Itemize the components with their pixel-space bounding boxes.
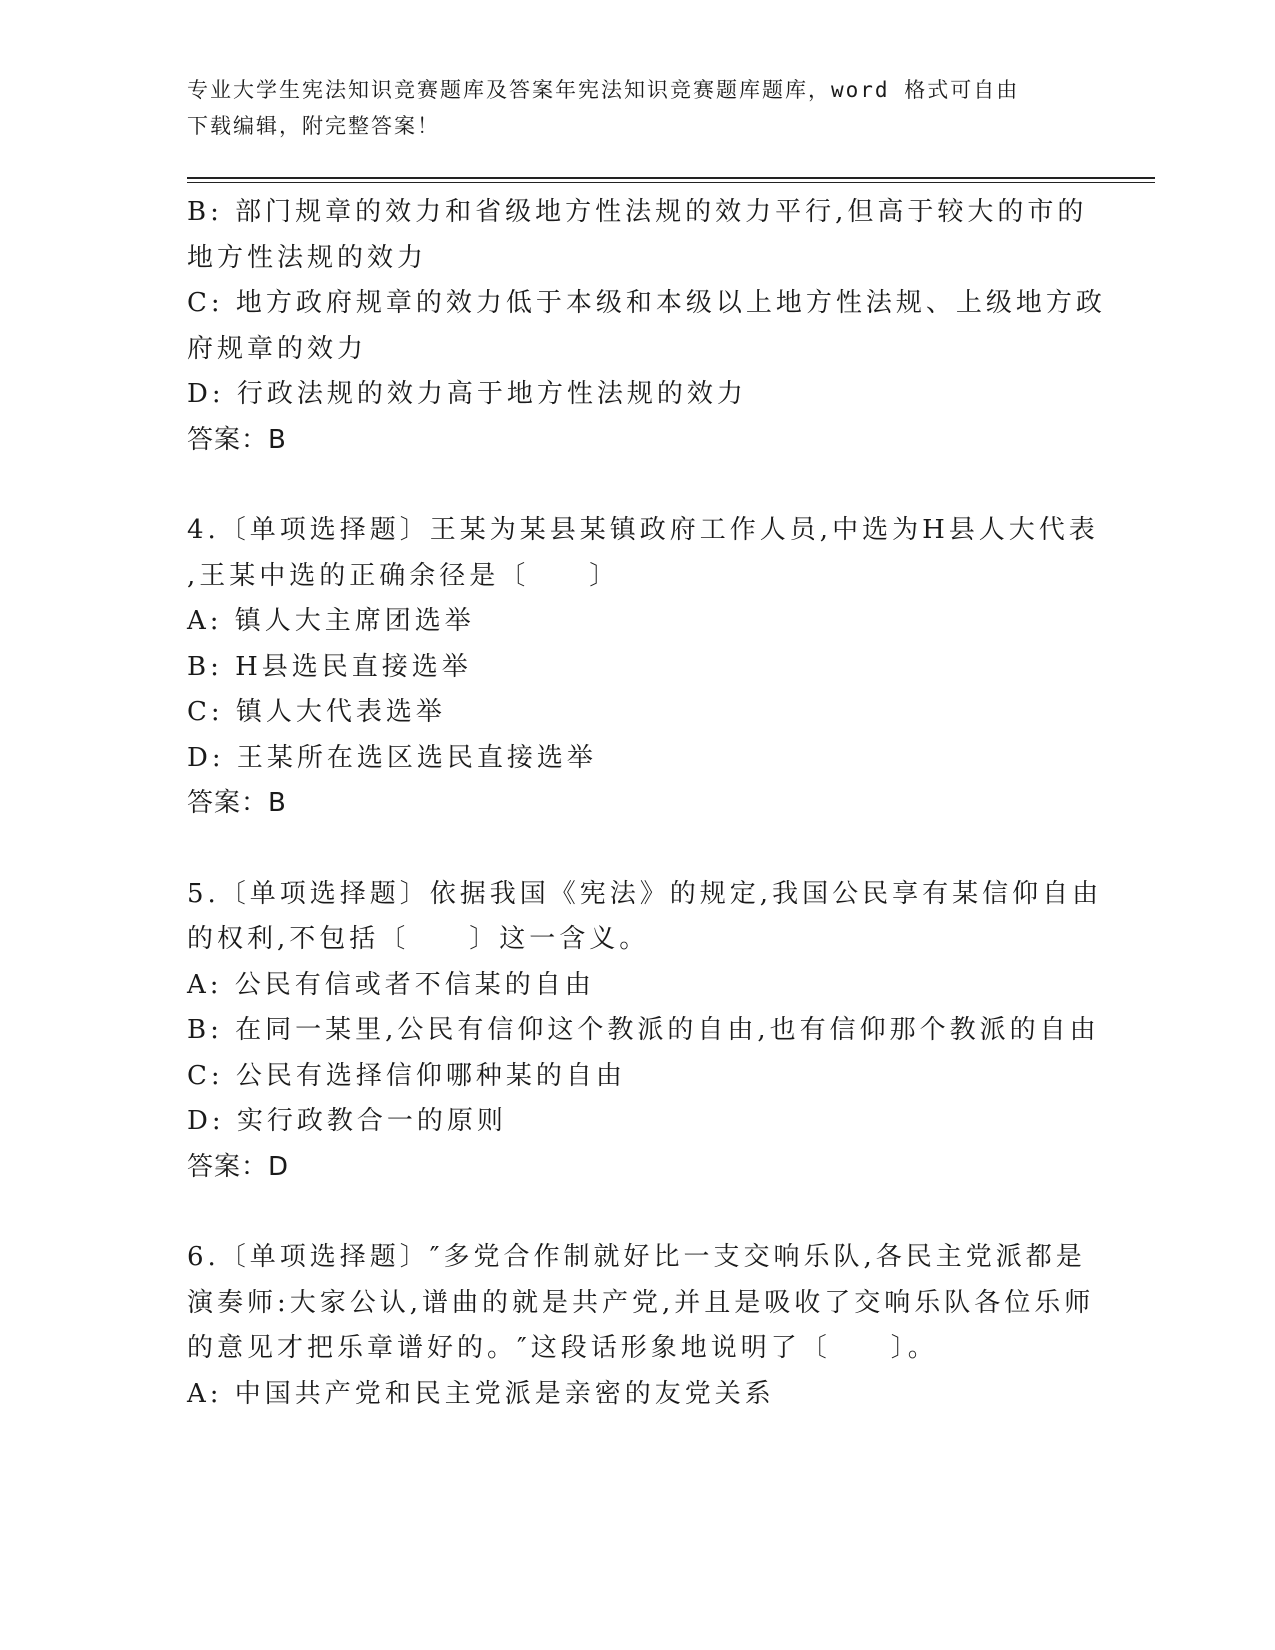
header-divider-thick	[187, 177, 1155, 179]
question-6	[187, 1235, 1095, 1417]
question-stem-continued: 的权利,不包括〔 〕这一含义。	[187, 924, 650, 954]
option-a: A: 镇人大主席团选举	[187, 606, 475, 636]
header-line-2: 下载编辑，附完整答案！	[187, 114, 440, 138]
option-d: D: 王某所在选区选民直接选举	[187, 742, 597, 773]
answer-label: 答案：D	[187, 1151, 290, 1182]
question-stem: 6.〔单项选择题〕″多党合作制就好比一支交响乐队,各民主党派都是	[187, 1242, 1086, 1272]
answer-label: 答案：B	[187, 424, 287, 455]
question-5	[187, 872, 1103, 1191]
question-stem-continued: 的意见才把乐章谱好的。″这段话形象地说明了〔 〕。	[187, 1333, 938, 1363]
header-line-1: 专业大学生宪法知识竞赛题库及答案年宪法知识竞赛题库题库，word 格式可自由	[187, 78, 1020, 102]
option-b: B: 在同一某里,公民有信仰这个教派的自由,也有信仰那个教派的自由	[187, 1015, 1100, 1045]
document-header	[187, 72, 1087, 144]
question-stem-continued: ,王某中选的正确余径是〔 〕	[187, 560, 620, 591]
option-a: A: 中国共产党和民主党派是亲密的友党关系	[187, 1378, 775, 1409]
option-d: D: 实行政教合一的原则	[187, 1106, 507, 1136]
option-d: D: 行政法规的效力高于地方性法规的效力	[187, 379, 747, 409]
spacer	[187, 827, 1087, 872]
question-stem: 5.〔单项选择题〕依据我国《宪法》的规定,我国公民享有某信仰自由	[187, 878, 1103, 909]
spacer	[187, 1190, 1087, 1235]
question-content	[187, 190, 1106, 1417]
question-stem: 4.〔单项选择题〕王某为某县某镇政府工作人员,中选为H县人大代表	[187, 515, 1099, 545]
option-c: C: 地方政府规章的效力低于本级和本级以上地方性法规、上级地方政	[187, 288, 1106, 318]
spacer	[187, 463, 1087, 508]
option-b-continued: 地方性法规的效力	[187, 242, 428, 273]
question-stem-continued: 演奏师:大家公认,谱曲的就是共产党,并且是吸收了交响乐队各位乐师	[187, 1287, 1095, 1318]
question-4	[187, 508, 1099, 827]
option-c-continued: 府规章的效力	[187, 333, 368, 364]
question-3-options	[187, 190, 1106, 463]
header-divider-thin	[187, 182, 1155, 183]
option-b: B: H县选民直接选举	[187, 651, 472, 682]
option-c: C: 公民有选择信仰哪种某的自由	[187, 1060, 626, 1091]
answer-label: 答案：B	[187, 788, 287, 818]
option-b: B: 部门规章的效力和省级地方性法规的效力平行,但高于较大的市的	[187, 197, 1088, 227]
option-a: A: 公民有信或者不信某的自由	[187, 969, 595, 1000]
option-c: C: 镇人大代表选举	[187, 697, 446, 727]
